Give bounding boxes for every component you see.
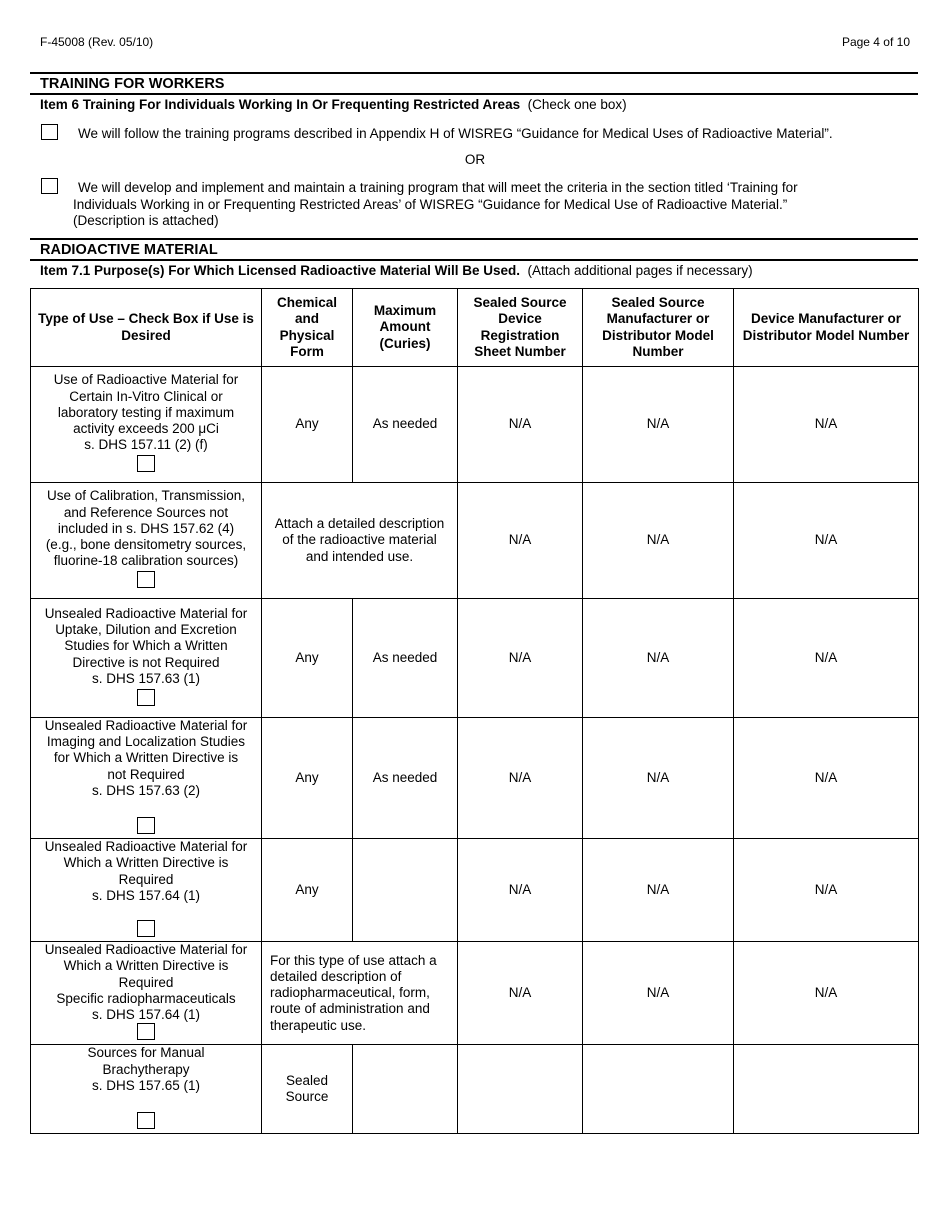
chemical-form-cell: Any bbox=[262, 718, 353, 839]
type-of-use-cell: Unsealed Radioactive Material for Which a Written Directive is Required s. DHS 157.64 (1) bbox=[31, 839, 262, 942]
section-rule-top bbox=[30, 72, 918, 74]
chemical-form-cell: Any bbox=[262, 839, 353, 942]
device-model-cell: N/A bbox=[734, 942, 919, 1045]
source-model-cell: N/A bbox=[583, 367, 734, 483]
source-model-cell: N/A bbox=[583, 839, 734, 942]
registration-sheet-cell: N/A bbox=[458, 367, 583, 483]
item-7-1-heading bbox=[40, 263, 753, 278]
type-of-use-cell: Use of Radioactive Material for Certain In-Vitro Clinical or laboratory testing if maximum activity exceeds 200 μCi s. DHS 157.11 (2) (f) bbox=[31, 367, 262, 483]
training-option-1-checkbox[interactable] bbox=[41, 124, 58, 140]
use-checkbox[interactable] bbox=[137, 1112, 155, 1129]
header-type-of-use: Type of Use – Check Box if Use is Desired bbox=[31, 289, 262, 367]
section-rule-bottom-2 bbox=[30, 259, 918, 261]
table-row bbox=[31, 483, 919, 599]
registration-sheet-cell: N/A bbox=[458, 483, 583, 599]
chemical-form-cell: Sealed Source bbox=[262, 1045, 353, 1134]
source-model-cell bbox=[583, 1045, 734, 1134]
training-option-2-checkbox[interactable] bbox=[41, 178, 58, 194]
use-checkbox[interactable] bbox=[137, 1023, 155, 1040]
table-header-row bbox=[31, 289, 919, 367]
use-checkbox[interactable] bbox=[137, 817, 155, 834]
item-6-label: Item 6 Training For Individuals Working In Or Frequenting Restricted Areas bbox=[40, 97, 521, 112]
registration-sheet-cell: N/A bbox=[458, 599, 583, 718]
registration-sheet-cell: N/A bbox=[458, 718, 583, 839]
item-7-1-label: Item 7.1 Purpose(s) For Which Licensed Radioactive Material Will Be Used. bbox=[40, 263, 521, 278]
device-model-cell: N/A bbox=[734, 367, 919, 483]
device-model-cell: N/A bbox=[734, 599, 919, 718]
device-model-cell bbox=[734, 1045, 919, 1134]
use-checkbox[interactable] bbox=[137, 455, 155, 472]
item-6-note: (Check one box) bbox=[527, 97, 627, 112]
form-id: F-45008 (Rev. 05/10) bbox=[40, 35, 154, 49]
registration-sheet-cell: N/A bbox=[458, 839, 583, 942]
table-row bbox=[31, 718, 919, 839]
header-device-model: Device Manufacturer or Distributor Model Number bbox=[734, 289, 919, 367]
type-of-use-cell: Unsealed Radioactive Material for Uptake, Dilution and Excretion Studies for Which a Written Directive is not Required s. DHS 157.63 (1) bbox=[31, 599, 262, 718]
maximum-amount-cell bbox=[353, 839, 458, 942]
device-model-cell: N/A bbox=[734, 718, 919, 839]
purpose-table bbox=[30, 288, 919, 1134]
source-model-cell: N/A bbox=[583, 483, 734, 599]
attach-description-cell: Attach a detailed description of the radioactive material and intended use. bbox=[262, 483, 458, 599]
source-model-cell: N/A bbox=[583, 718, 734, 839]
radioactive-section-title: RADIOACTIVE MATERIAL bbox=[40, 242, 218, 258]
chemical-form-cell: Any bbox=[262, 599, 353, 718]
maximum-amount-cell bbox=[353, 1045, 458, 1134]
table-row bbox=[31, 942, 919, 1045]
section-rule-top-2 bbox=[30, 238, 918, 240]
maximum-amount-cell: As needed bbox=[353, 367, 458, 483]
training-option-1-text: We will follow the training programs described in Appendix H of WISREG “Guidance for Medical Uses of Radioactive Material”. bbox=[78, 126, 833, 141]
source-model-cell: N/A bbox=[583, 599, 734, 718]
type-of-use-cell: Sources for Manual Brachytherapy s. DHS 157.65 (1) bbox=[31, 1045, 262, 1134]
item-7-1-note: (Attach additional pages if necessary) bbox=[527, 263, 753, 278]
use-checkbox[interactable] bbox=[137, 571, 155, 588]
header-source-model: Sealed Source Manufacturer or Distributor Model Number bbox=[583, 289, 734, 367]
registration-sheet-cell: N/A bbox=[458, 942, 583, 1045]
table-row bbox=[31, 599, 919, 718]
radiopharmaceutical-description-cell: For this type of use attach a detailed description of radiopharmaceutical, form, route of administration and therapeutic use. bbox=[262, 942, 458, 1045]
header-registration-sheet: Sealed Source Device Registration Sheet Number bbox=[458, 289, 583, 367]
source-model-cell: N/A bbox=[583, 942, 734, 1045]
page-number: Page 4 of 10 bbox=[841, 35, 910, 49]
maximum-amount-cell: As needed bbox=[353, 718, 458, 839]
table-row bbox=[31, 839, 919, 942]
type-of-use-cell: Use of Calibration, Transmission, and Reference Sources not included in s. DHS 157.62 (4) (e.g., bone densitometry sources, fluorine-18 calibration sources) bbox=[31, 483, 262, 599]
maximum-amount-cell: As needed bbox=[353, 599, 458, 718]
header-maximum-amount: Maximum Amount (Curies) bbox=[353, 289, 458, 367]
training-section-title: TRAINING FOR WORKERS bbox=[40, 76, 225, 92]
header-chemical-form: Chemical and Physical Form bbox=[262, 289, 353, 367]
table-row bbox=[31, 1045, 919, 1134]
use-checkbox[interactable] bbox=[137, 920, 155, 937]
device-model-cell: N/A bbox=[734, 839, 919, 942]
use-checkbox[interactable] bbox=[137, 689, 155, 706]
training-option-2-line-3: (Description is attached) bbox=[73, 213, 219, 228]
or-label: OR bbox=[464, 152, 486, 167]
type-of-use-cell: Unsealed Radioactive Material for Imaging and Localization Studies for Which a Written Directive is not Required s. DHS 157.63 (2) bbox=[31, 718, 262, 839]
training-option-2-line-1: We will develop and implement and maintain a training program that will meet the criteria in the section titled ‘Training for bbox=[78, 180, 798, 195]
chemical-form-cell: Any bbox=[262, 367, 353, 483]
type-of-use-cell: Unsealed Radioactive Material for Which a Written Directive is Required Specific radiopharmaceuticals s. DHS 157.64 (1) bbox=[31, 942, 262, 1045]
item-6-heading bbox=[40, 97, 627, 112]
device-model-cell: N/A bbox=[734, 483, 919, 599]
table-row bbox=[31, 367, 919, 483]
training-option-2-line-2: Individuals Working in or Frequenting Restricted Areas’ of WISREG “Guidance for Medical Use of Radioactive Material.” bbox=[73, 197, 788, 212]
section-rule-bottom bbox=[30, 93, 918, 95]
registration-sheet-cell bbox=[458, 1045, 583, 1134]
